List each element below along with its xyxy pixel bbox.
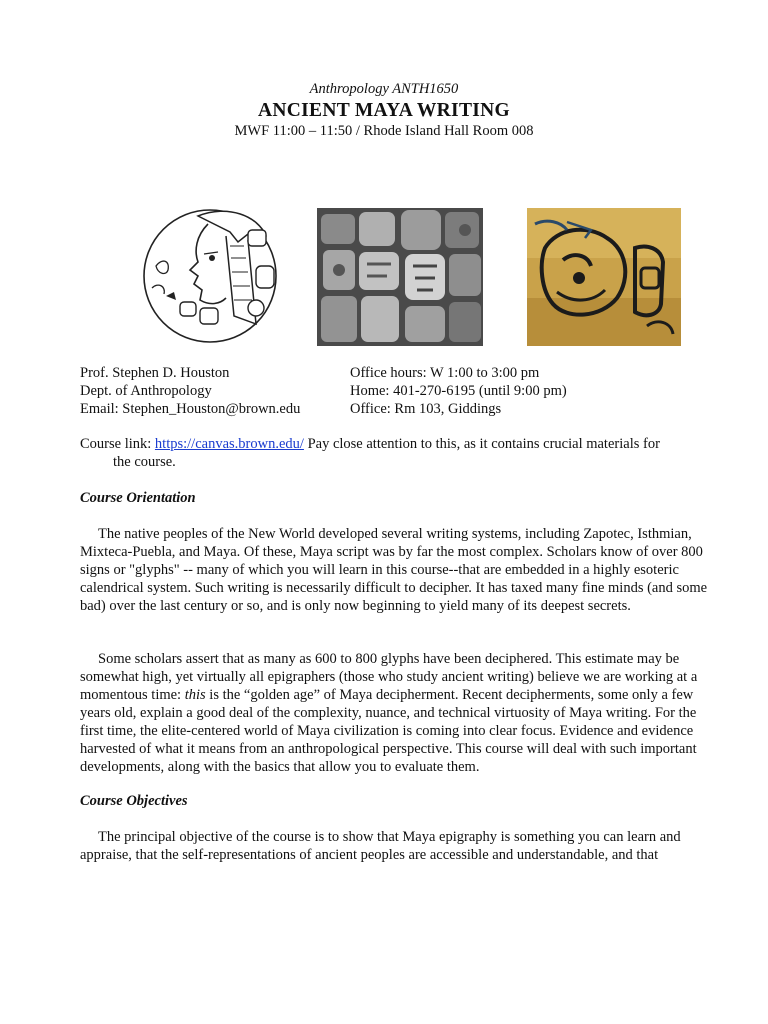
office-location: Office: Rm 103, Giddings [350, 401, 502, 417]
contact-right [350, 364, 567, 418]
course-schedule: MWF 11:00 – 11:50 / Rhode Island Hall Room 008 [234, 123, 534, 139]
department: Dept. of Anthropology [80, 383, 212, 399]
section-heading-objectives: Course Objectives [80, 793, 188, 809]
course-link-note: Pay close attention to this, as it contains crucial materials for [303, 436, 660, 452]
orientation-p2-part-a: Some scholars assert that as many as 600 to 800 glyphs have been deciphered. This estimate may be somewhat high, yet virtually all epigraphers (those who study ancient writing) believe we are working at a momentous time: [80, 651, 698, 703]
course-link-note-cont: the course. [113, 454, 176, 470]
course-code: Anthropology ANTH1650 [309, 81, 459, 97]
orientation-p2-emphasis: this [184, 687, 206, 703]
orientation-paragraph-1: The native peoples of the New World developed several writing systems, including Zapotec, Isthmian, Mixteca-Puebla, and Maya. Of these, Maya script was by far the most complex. Scholars know of over 800 signs or "glyphs" -- many of which you will learn in this course--that are embedded in a highly esoteric calendrical system. Such writing is necessarily difficult to decipher. It has taxed many fine minds (and some bad) over the last century or so, and is only now beginning to yield many of its deepest secrets. [80, 526, 708, 614]
painted-glyph-fresco-image [527, 208, 681, 346]
course-link-paragraph [80, 435, 716, 471]
professor-name: Prof. Stephen D. Houston [80, 365, 230, 381]
course-title: ANCIENT MAYA WRITING [258, 100, 510, 121]
course-link-label: Course link: [80, 436, 155, 452]
email: Email: Stephen_Houston@brown.edu [80, 401, 301, 417]
contact-left [80, 364, 300, 418]
office-hours: Office hours: W 1:00 to 3:00 pm [350, 365, 540, 381]
objectives-paragraph-1: The principal objective of the course is to show that Maya epigraphy is something you can learn and appraise, that the self-representations of ancient peoples are accessible and understandable, and that [80, 829, 681, 863]
course-link-url[interactable]: https://canvas.brown.edu/ [154, 436, 304, 452]
orientation-p2-part-b: is the “golden age” of Maya decipherment. Recent decipherments, some only a few years old, explain a good deal of the complexity, nuance, and technical virtuosity of Maya writing. For the first time, the elite-centered world of Maya civilization is coming into clear focus. Evidence and evidence harvested of what it means from an anthropological perspective. This course will deal with such important developments, along with the basics that allow you to evaluate them. [80, 687, 697, 775]
maya-profile-drawing-image [138, 196, 284, 346]
home-phone: Home: 401-270-6195 (until 9:00 pm) [350, 383, 567, 399]
carved-glyph-stone-image [317, 208, 483, 346]
section-heading-orientation: Course Orientation [80, 490, 196, 506]
orientation-paragraph-2 [80, 650, 716, 776]
